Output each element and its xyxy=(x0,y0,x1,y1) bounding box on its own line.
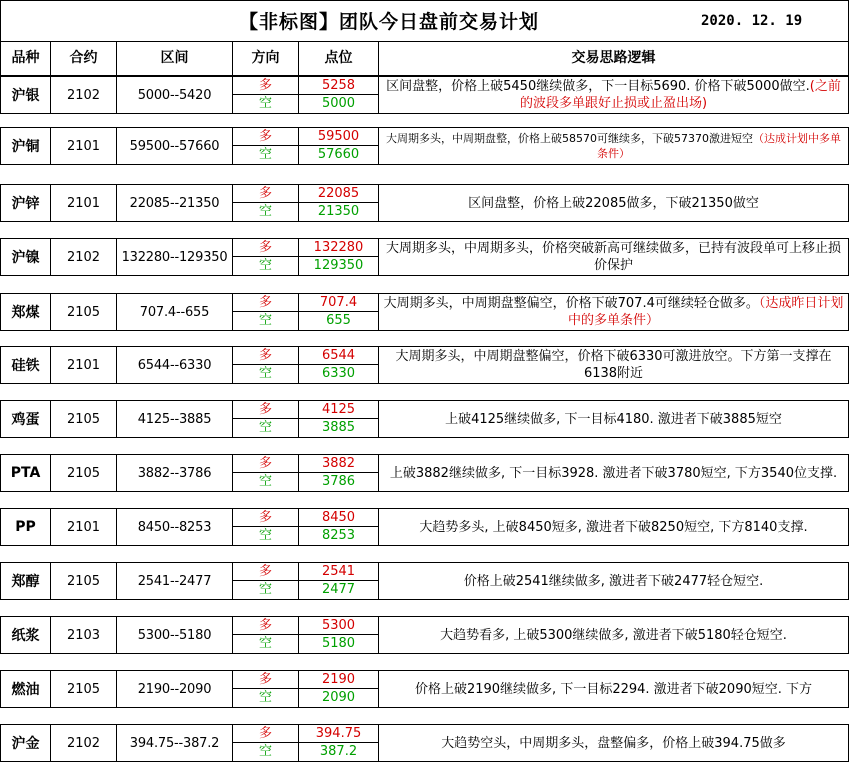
title-bar xyxy=(0,0,849,42)
direction-long: 多 xyxy=(233,563,298,581)
logic-main: 上破4125继续做多, 下一目标4180. 激进者下破3885短空 xyxy=(445,411,782,427)
trade-logic xyxy=(379,239,848,275)
logic-main: 大周期多头，中周期盘整偏空，价格下破6330可激进放空。下方第一支撑在6138附近 xyxy=(395,349,832,381)
logic-main: 大趋势多头, 上破8450短多, 激进者下破8250短空, 下方8140支撑. xyxy=(419,519,808,535)
direction-short: 空 xyxy=(258,204,272,219)
logic-note: （达成昨日计划中的多单条件） xyxy=(567,296,844,328)
contract-code: 2105 xyxy=(51,455,117,491)
price-range: 2541--2477 xyxy=(117,563,233,599)
direction-long: 多 xyxy=(233,455,298,473)
point-long: 5258 xyxy=(299,77,378,95)
trade-logic-text xyxy=(445,411,782,428)
point-long: 707.4 xyxy=(299,294,378,312)
direction-long: 多 xyxy=(233,347,298,365)
header-direction: 方向 xyxy=(233,42,299,75)
trade-logic-text xyxy=(419,519,807,536)
point-long: 132280 xyxy=(299,239,378,257)
point-long: 2190 xyxy=(299,671,378,689)
points-cell xyxy=(299,401,379,437)
contract-code: 2102 xyxy=(51,725,117,761)
price-range: 707.4--655 xyxy=(117,294,233,330)
contract-code: 2101 xyxy=(51,347,117,383)
trade-logic xyxy=(379,128,848,164)
direction-short: 空 xyxy=(258,690,272,705)
price-range: 8450--8253 xyxy=(117,509,233,545)
point-short: 387.2 xyxy=(319,744,358,759)
table-row xyxy=(0,127,849,165)
point-short: 655 xyxy=(326,313,351,328)
point-short: 8253 xyxy=(321,528,356,543)
direction-short: 空 xyxy=(258,258,272,273)
trade-logic xyxy=(379,185,848,221)
point-long: 4125 xyxy=(299,401,378,419)
direction-short: 空 xyxy=(258,636,272,651)
table-row xyxy=(0,400,849,438)
trade-logic xyxy=(379,725,848,761)
points-cell xyxy=(299,128,379,164)
direction-cell xyxy=(233,455,299,491)
price-range: 5000--5420 xyxy=(117,77,233,113)
trade-logic xyxy=(379,77,848,113)
point-short: 21350 xyxy=(317,204,360,219)
direction-long: 多 xyxy=(233,401,298,419)
price-range: 394.75--387.2 xyxy=(117,725,233,761)
trade-logic xyxy=(379,671,848,707)
trade-logic-text xyxy=(468,195,759,212)
contract-code: 2105 xyxy=(51,294,117,330)
direction-cell xyxy=(233,509,299,545)
point-long: 3882 xyxy=(299,455,378,473)
direction-short: 空 xyxy=(258,528,272,543)
direction-cell xyxy=(233,185,299,221)
points-cell xyxy=(299,671,379,707)
point-long: 59500 xyxy=(299,128,378,146)
direction-short: 空 xyxy=(258,313,272,328)
header-points: 点位 xyxy=(299,42,379,75)
trade-logic-text xyxy=(383,240,844,274)
direction-long: 多 xyxy=(233,185,298,203)
variety-name: 沪银 xyxy=(1,77,51,113)
direction-short: 空 xyxy=(258,147,272,162)
logic-main: 价格上破2541继续做多, 激进者下破2477轻仓短空. xyxy=(463,573,764,589)
point-long: 394.75 xyxy=(299,725,378,743)
direction-long: 多 xyxy=(233,671,298,689)
points-cell xyxy=(299,294,379,330)
direction-cell xyxy=(233,347,299,383)
trade-logic xyxy=(379,347,848,383)
table-header xyxy=(0,42,849,76)
table-row xyxy=(0,454,849,492)
logic-main: 大周期多头，中周期盘整偏空，价格下破707.4可继续轻仓做多。 xyxy=(383,296,759,311)
contract-code: 2102 xyxy=(51,239,117,275)
trade-logic xyxy=(379,617,848,653)
table-row xyxy=(0,724,849,762)
price-range: 5300--5180 xyxy=(117,617,233,653)
direction-cell xyxy=(233,294,299,330)
logic-main: 大趋势空头，中周期多头，盘整偏多，价格上破394.75做多 xyxy=(441,735,786,751)
trade-logic-text xyxy=(383,295,844,329)
logic-main: 区间盘整，价格上破22085做多，下破21350做空 xyxy=(468,195,759,211)
variety-name: PTA xyxy=(1,455,51,491)
direction-short: 空 xyxy=(258,420,272,435)
price-range: 3882--3786 xyxy=(117,455,233,491)
contract-code: 2102 xyxy=(51,77,117,113)
points-cell xyxy=(299,455,379,491)
table-row xyxy=(0,346,849,384)
direction-long: 多 xyxy=(233,77,298,95)
direction-long: 多 xyxy=(233,509,298,527)
price-range: 2190--2090 xyxy=(117,671,233,707)
direction-long: 多 xyxy=(233,617,298,635)
direction-short: 空 xyxy=(258,366,272,381)
logic-main: 大周期多头，中周期多头，价格突破新高可继续做多，已持有波段单可上移止损价保护 xyxy=(385,241,841,273)
trade-logic-text xyxy=(383,78,844,112)
variety-name: 郑醇 xyxy=(1,563,51,599)
trade-logic-text xyxy=(464,573,764,590)
direction-cell xyxy=(233,239,299,275)
trade-logic-text xyxy=(383,131,844,161)
contract-code: 2103 xyxy=(51,617,117,653)
direction-long: 多 xyxy=(233,239,298,257)
variety-name: 纸浆 xyxy=(1,617,51,653)
header-variety: 品种 xyxy=(1,42,51,75)
point-short: 5000 xyxy=(321,96,356,111)
points-cell xyxy=(299,185,379,221)
variety-name: 硅铁 xyxy=(1,347,51,383)
variety-name: 燃油 xyxy=(1,671,51,707)
direction-long: 多 xyxy=(233,294,298,312)
price-range: 22085--21350 xyxy=(117,185,233,221)
point-short: 57660 xyxy=(317,147,360,162)
header-logic: 交易思路逻辑 xyxy=(571,50,656,66)
direction-short: 空 xyxy=(258,474,272,489)
table-row xyxy=(0,293,849,331)
variety-name: 沪镍 xyxy=(1,239,51,275)
point-long: 6544 xyxy=(299,347,378,365)
variety-name: 鸡蛋 xyxy=(1,401,51,437)
table-row xyxy=(0,562,849,600)
point-short: 2090 xyxy=(321,690,356,705)
logic-note: (之前的波段多单跟好止损或止盈出场) xyxy=(519,79,841,111)
direction-cell xyxy=(233,401,299,437)
point-long: 22085 xyxy=(299,185,378,203)
header-range: 区间 xyxy=(117,42,233,75)
table-row xyxy=(0,238,849,276)
contract-code: 2105 xyxy=(51,401,117,437)
direction-cell xyxy=(233,671,299,707)
contract-code: 2101 xyxy=(51,128,117,164)
table-row xyxy=(0,508,849,546)
direction-cell xyxy=(233,617,299,653)
variety-name: 沪金 xyxy=(1,725,51,761)
points-cell xyxy=(299,509,379,545)
variety-name: PP xyxy=(1,509,51,545)
variety-name: 沪铜 xyxy=(1,128,51,164)
table-row xyxy=(0,184,849,222)
point-short: 2477 xyxy=(321,582,356,597)
trade-logic xyxy=(379,294,848,330)
points-cell xyxy=(299,347,379,383)
header-contract: 合约 xyxy=(51,42,117,75)
direction-cell xyxy=(233,77,299,113)
trade-logic xyxy=(379,455,848,491)
table-row xyxy=(0,76,849,114)
direction-long: 多 xyxy=(233,725,298,743)
logic-main: 价格上破2190继续做多, 下一目标2294. 激进者下破2090短空. 下方 xyxy=(414,681,813,697)
page-title: 【非标图】团队今日盘前交易计划 xyxy=(239,11,540,33)
point-short: 3885 xyxy=(321,420,356,435)
direction-cell xyxy=(233,563,299,599)
table-row xyxy=(0,616,849,654)
logic-note: （达成计划中多单条件） xyxy=(597,132,841,160)
trade-logic xyxy=(379,401,848,437)
logic-main: 大周期多头，中周期盘整，价格上破58570可继续多，下破57370激进短空 xyxy=(386,132,753,145)
trade-logic-text xyxy=(415,681,812,698)
points-cell xyxy=(299,563,379,599)
contract-code: 2105 xyxy=(51,671,117,707)
contract-code: 2105 xyxy=(51,563,117,599)
points-cell xyxy=(299,239,379,275)
point-short: 5180 xyxy=(321,636,356,651)
direction-short: 空 xyxy=(258,744,272,759)
point-long: 8450 xyxy=(299,509,378,527)
point-short: 129350 xyxy=(313,258,364,273)
point-short: 6330 xyxy=(321,366,356,381)
points-cell xyxy=(299,77,379,113)
logic-main: 区间盘整，价格上破5450继续做多，下一目标5690. 价格下破5000做空. xyxy=(386,79,810,94)
trade-logic xyxy=(379,509,848,545)
contract-code: 2101 xyxy=(51,509,117,545)
trade-logic-text xyxy=(390,465,837,482)
price-range: 4125--3885 xyxy=(117,401,233,437)
direction-cell xyxy=(233,725,299,761)
variety-name: 郑煤 xyxy=(1,294,51,330)
price-range: 59500--57660 xyxy=(117,128,233,164)
direction-long: 多 xyxy=(233,128,298,146)
points-cell xyxy=(299,617,379,653)
logic-main: 上破3882继续做多, 下一目标3928. 激进者下破3780短空, 下方3540位支撑. xyxy=(389,465,838,481)
points-cell xyxy=(299,725,379,761)
plan-date: 2020. 12. 19 xyxy=(701,13,803,29)
direction-cell xyxy=(233,128,299,164)
point-long: 2541 xyxy=(299,563,378,581)
logic-main: 大趋势看多, 上破5300继续做多, 激进者下破5180轻仓短空. xyxy=(440,627,787,643)
variety-name: 沪锌 xyxy=(1,185,51,221)
trade-logic-text xyxy=(440,627,787,644)
contract-code: 2101 xyxy=(51,185,117,221)
price-range: 132280--129350 xyxy=(117,239,233,275)
trade-logic-text xyxy=(383,348,844,382)
direction-short: 空 xyxy=(258,96,272,111)
price-range: 6544--6330 xyxy=(117,347,233,383)
trade-logic xyxy=(379,563,848,599)
point-short: 3786 xyxy=(321,474,356,489)
trade-logic-text xyxy=(441,735,786,752)
point-long: 5300 xyxy=(299,617,378,635)
table-row xyxy=(0,670,849,708)
direction-short: 空 xyxy=(258,582,272,597)
